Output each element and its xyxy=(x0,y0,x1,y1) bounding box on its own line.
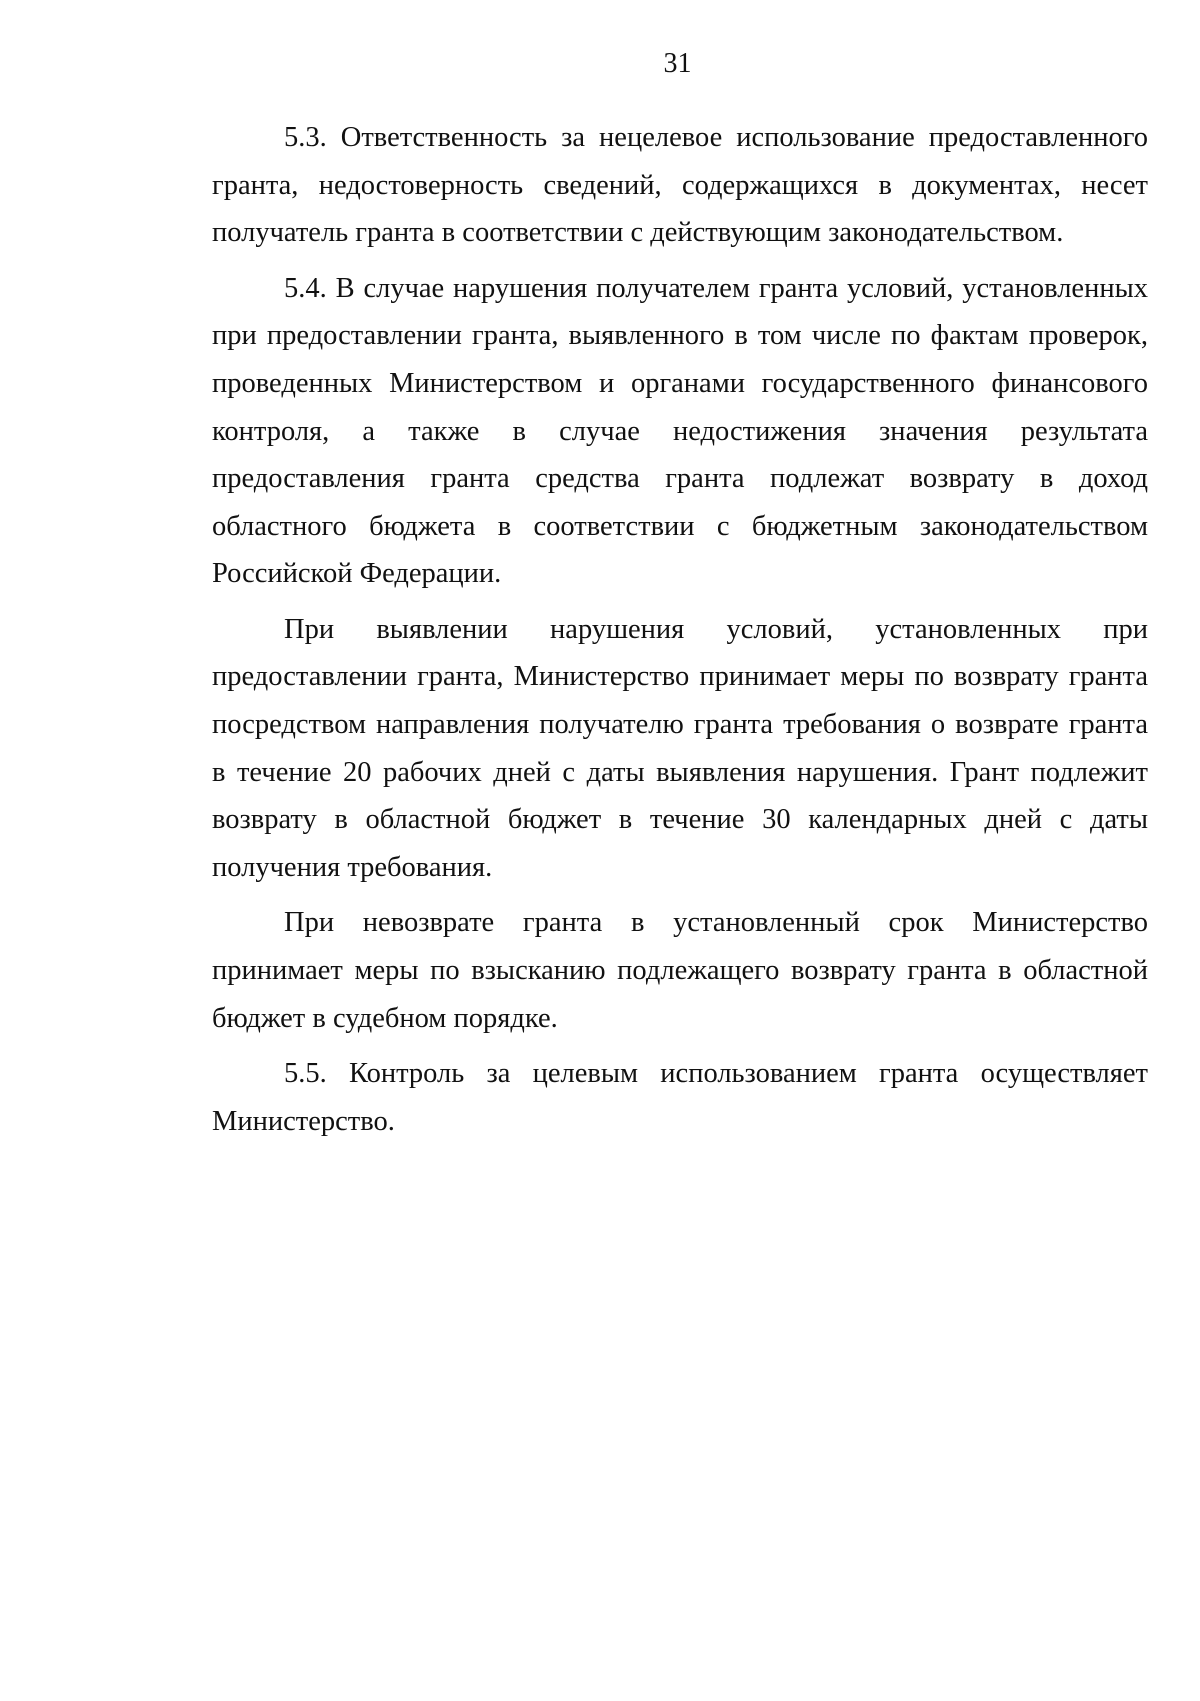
paragraph-violation-detection: При выявлении нарушения условий, установленных при предоставлении гранта, Министерство принимает меры по возврату гранта посредством направления получателю гранта требования о возврате гранта в течение 20 рабочих дней с даты выявления нарушения. Грант подлежит возврату в областной бюджет в течение 30 календарных дней с даты получения требования. xyxy=(212,613,1148,883)
paragraph-5-5: 5.5. Контроль за целевым использованием гранта осуществляет Министерство. xyxy=(212,1058,1148,1137)
document-body xyxy=(212,114,1148,1153)
paragraph-5-3: 5.3. Ответственность за нецелевое использование предоставленного гранта, недостоверность сведений, содержащихся в документах, несет получатель гранта в соответствии с действующим законодательством. xyxy=(212,122,1148,249)
paragraph-5-4: 5.4. В случае нарушения получателем гранта условий, установленных при предоставлении гранта, выявленного в том числе по фактам проверок, проведенных Министерством и органами государственного финансового контроля, а также в случае недостижения значения результата предоставления гранта средства гранта подлежат возврату в доход областного бюджета в соответствии с бюджетным законодательством Российской Федерации. xyxy=(212,272,1148,590)
paragraph-non-return: При невозврате гранта в установленный срок Министерство принимает меры по взысканию подлежащего возврату гранта в областной бюджет в судебном порядке. xyxy=(212,907,1148,1034)
page-number: 31 xyxy=(663,48,692,79)
